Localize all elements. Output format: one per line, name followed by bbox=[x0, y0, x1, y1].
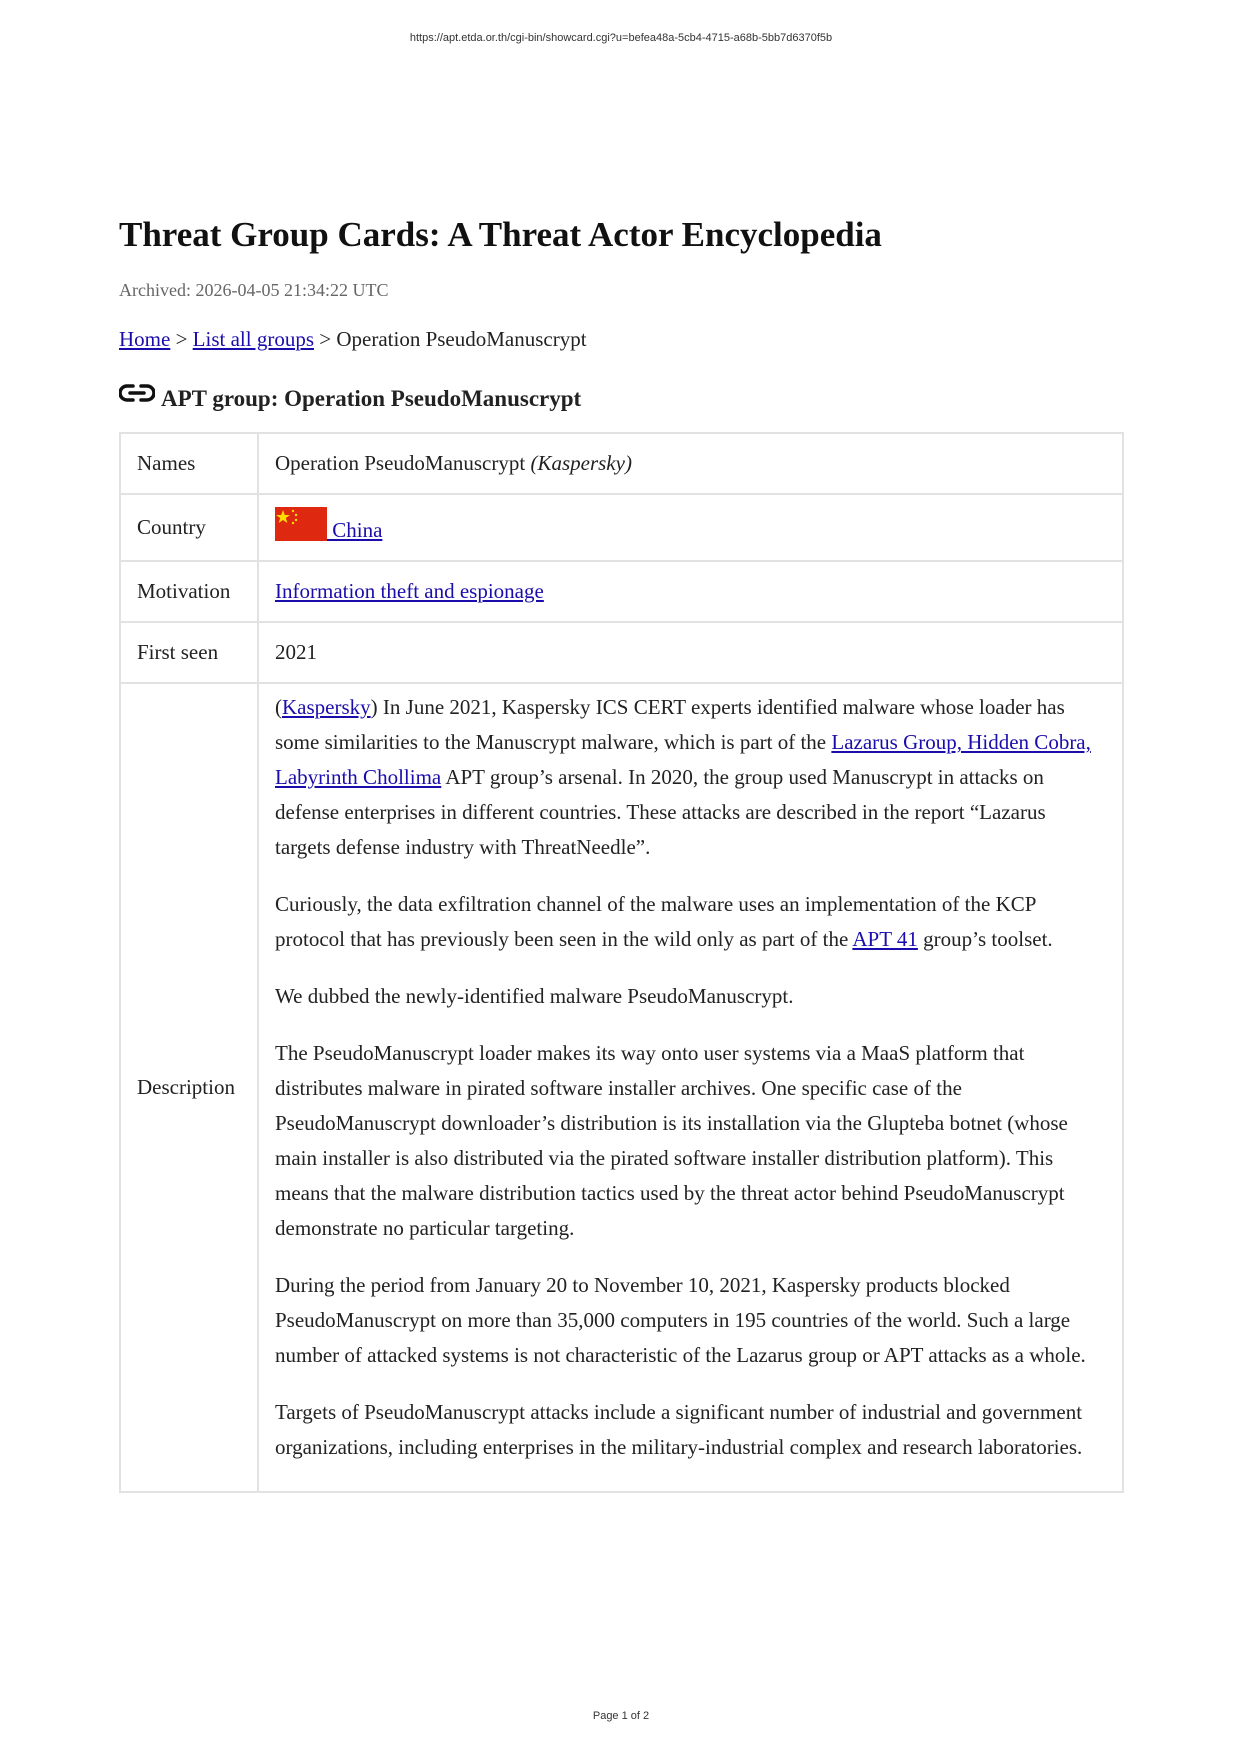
first-seen-label: First seen bbox=[120, 622, 258, 683]
description-paragraph: We dubbed the newly-identified malware PseudoManuscrypt. bbox=[275, 984, 794, 1008]
table-row bbox=[120, 433, 1123, 494]
text: ) In June 2021, Kaspersky ICS CERT experts identified malware whose loader has some similarities to the Manuscrypt malware, which is part of the bbox=[275, 695, 1065, 754]
link-icon[interactable] bbox=[119, 382, 155, 404]
text: APT group’s arsenal. In 2020, the group used Manuscrypt in attacks on defense enterprises in different countries. These attacks are described in the report “Lazarus targets defense industry with ThreatNeedle”. bbox=[275, 765, 1046, 859]
description-paragraph: During the period from January 20 to November 10, 2021, Kaspersky products blocked PseudoManuscrypt on more than 35,000 computers in 195 countries of the world. Such a large number of attacked systems is not characteristic of the Lazarus group or APT attacks as a whole. bbox=[275, 1273, 1086, 1367]
apt41-link[interactable]: APT 41 bbox=[852, 927, 918, 951]
names-source: (Kaspersky) bbox=[530, 451, 632, 475]
breadcrumb-list-all-groups[interactable]: List all groups bbox=[192, 327, 314, 351]
first-seen-value: 2021 bbox=[258, 622, 1123, 683]
description-paragraph: The PseudoManuscrypt loader makes its way onto user systems via a MaaS platform that distributes malware in pirated software installer archives. One specific case of the PseudoManuscrypt downloader’s distribution is its installation via the Glupteba botnet (whose main installer is also distributed via the pirated software installer distribution platform). This means that the malware distribution tactics used by the threat actor behind PseudoManuscrypt demonstrate no particular targeting. bbox=[275, 1041, 1068, 1240]
names-label: Names bbox=[120, 433, 258, 494]
country-text: China bbox=[327, 518, 383, 542]
description-paragraph bbox=[275, 690, 1106, 865]
names-text: Operation PseudoManuscrypt bbox=[275, 451, 531, 475]
page-number: Page 1 of 2 bbox=[592, 1710, 650, 1722]
group-heading bbox=[119, 382, 1124, 412]
table-row bbox=[120, 494, 1123, 561]
text: ( bbox=[275, 695, 282, 719]
breadcrumb bbox=[119, 327, 1124, 352]
breadcrumb-sep: > bbox=[314, 327, 337, 351]
china-flag-icon bbox=[275, 507, 327, 541]
breadcrumb-home[interactable]: Home bbox=[119, 327, 171, 351]
page-title: Threat Group Cards: A Threat Actor Encyclopedia bbox=[119, 215, 882, 254]
text: group’s toolset. bbox=[917, 927, 1053, 951]
table-row bbox=[120, 561, 1123, 622]
text: Curiously, the data exfiltration channel of the malware uses an implementation of the KCP protocol that has previously been seen in the wild only as part of the bbox=[275, 892, 1036, 951]
description-paragraph bbox=[275, 887, 1106, 957]
group-card-table bbox=[119, 432, 1124, 1493]
archived-timestamp: Archived: 2026-04-05 21:34:22 UTC bbox=[119, 280, 389, 300]
page-url: https://apt.etda.or.th/cgi-bin/showcard.cgi?u=befea48a-5cb4-4715-a68b-5bb7d6370f5b bbox=[409, 32, 833, 44]
description-label: Description bbox=[120, 683, 258, 1492]
motivation-value bbox=[258, 561, 1123, 622]
description-paragraph: Targets of PseudoManuscrypt attacks include a significant number of industrial and government organizations, including enterprises in the military-industrial complex and research laboratories. bbox=[275, 1400, 1083, 1459]
lazarus-group-link[interactable]: Lazarus Group, Hidden Cobra, Labyrinth Chollima bbox=[275, 730, 1091, 789]
motivation-label: Motivation bbox=[120, 561, 258, 622]
table-row bbox=[120, 622, 1123, 683]
country-value bbox=[258, 494, 1123, 561]
kaspersky-link[interactable]: Kaspersky bbox=[282, 695, 371, 719]
table-row bbox=[120, 683, 1123, 1492]
country-link[interactable] bbox=[275, 518, 382, 542]
description-value bbox=[258, 683, 1123, 1492]
breadcrumb-current: Operation PseudoManuscrypt bbox=[336, 327, 587, 351]
names-value bbox=[258, 433, 1123, 494]
motivation-link[interactable]: Information theft and espionage bbox=[275, 579, 544, 603]
country-label: Country bbox=[120, 494, 258, 561]
breadcrumb-sep: > bbox=[170, 327, 193, 351]
group-heading-text: APT group: Operation PseudoManuscrypt bbox=[161, 386, 582, 411]
